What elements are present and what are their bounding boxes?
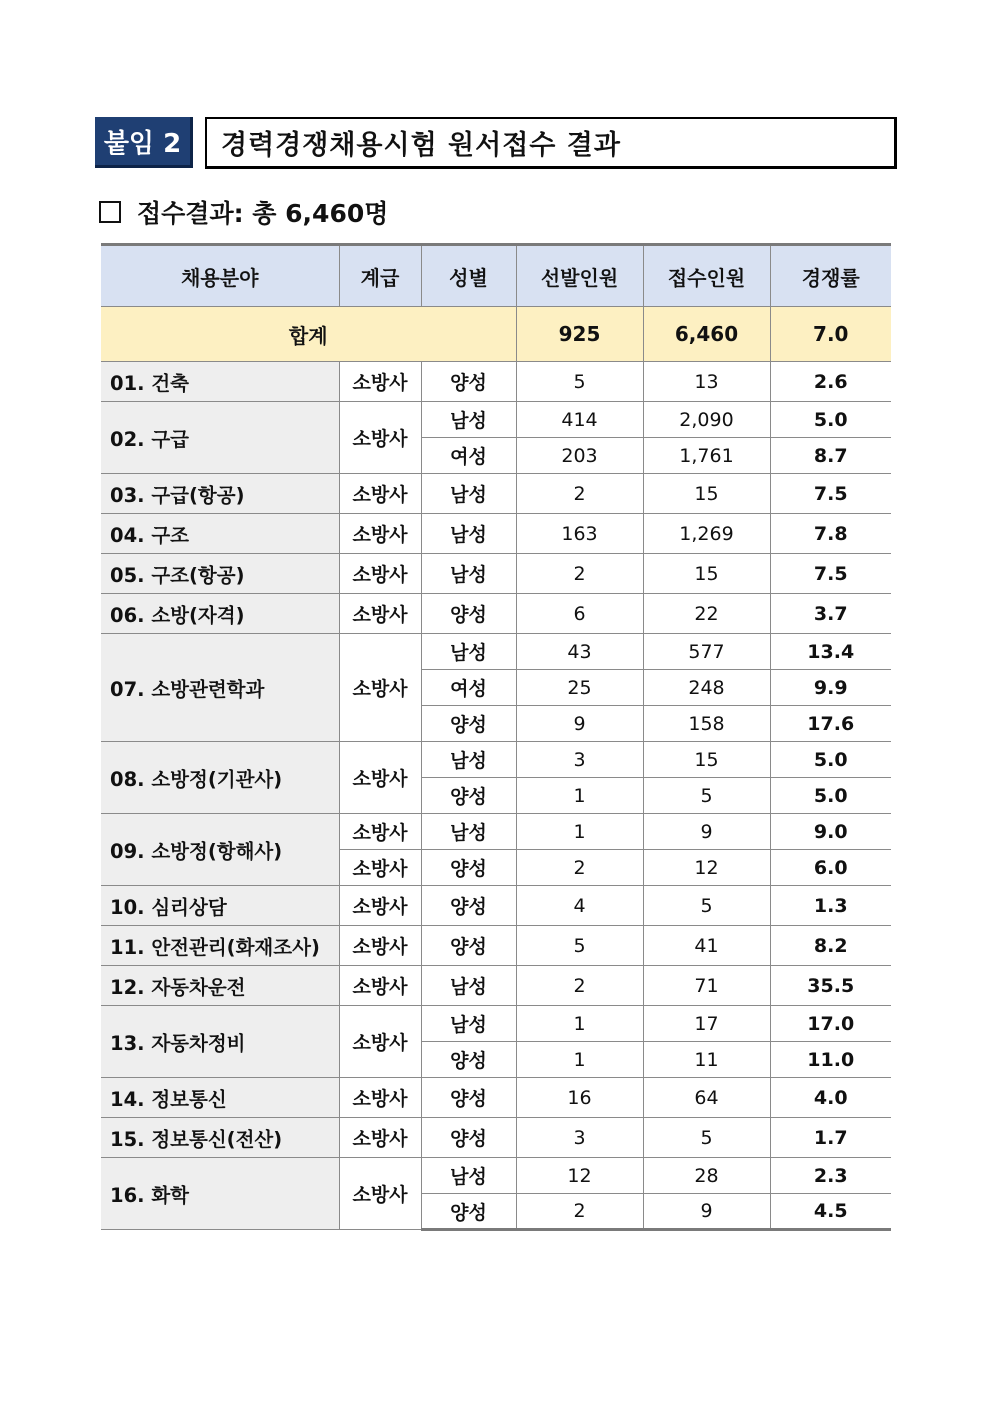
cell-applied: 9 <box>643 814 770 850</box>
table-row <box>101 926 891 966</box>
cell-gender: 양성 <box>421 1194 516 1230</box>
cell-field: 03. 구급(항공) <box>101 474 339 514</box>
table-row <box>101 634 891 670</box>
cell-selected: 163 <box>516 514 643 554</box>
cell-selected: 2 <box>516 1194 643 1230</box>
cell-gender: 여성 <box>421 670 516 706</box>
cell-field: 11. 안전관리(화재조사) <box>101 926 339 966</box>
cell-selected: 1 <box>516 1042 643 1078</box>
table-row <box>101 1118 891 1158</box>
cell-rate: 8.7 <box>770 438 891 474</box>
document-title: 경력경쟁채용시험 원서접수 결과 <box>205 117 897 169</box>
cell-selected: 1 <box>516 1006 643 1042</box>
table-row <box>101 514 891 554</box>
cell-gender: 양성 <box>421 362 516 402</box>
cell-applied: 2,090 <box>643 402 770 438</box>
cell-applied: 12 <box>643 850 770 886</box>
cell-field: 04. 구조 <box>101 514 339 554</box>
table-row <box>101 886 891 926</box>
cell-rate: 7.5 <box>770 554 891 594</box>
cell-gender: 남성 <box>421 474 516 514</box>
cell-applied: 41 <box>643 926 770 966</box>
cell-selected: 203 <box>516 438 643 474</box>
cell-applied: 15 <box>643 742 770 778</box>
cell-grade: 소방사 <box>339 850 421 886</box>
cell-gender: 양성 <box>421 926 516 966</box>
table-header-row <box>101 245 891 307</box>
cell-gender: 남성 <box>421 966 516 1006</box>
cell-selected: 5 <box>516 926 643 966</box>
cell-applied: 158 <box>643 706 770 742</box>
total-label: 합계 <box>101 307 516 362</box>
cell-gender: 양성 <box>421 706 516 742</box>
cell-selected: 3 <box>516 1118 643 1158</box>
cell-grade: 소방사 <box>339 554 421 594</box>
table-row <box>101 1006 891 1042</box>
cell-grade: 소방사 <box>339 742 421 814</box>
col-header-rate: 경쟁률 <box>770 245 891 307</box>
cell-field: 16. 화학 <box>101 1158 339 1230</box>
cell-rate: 2.6 <box>770 362 891 402</box>
total-rate: 7.0 <box>770 307 891 362</box>
table-row <box>101 362 891 402</box>
cell-selected: 2 <box>516 554 643 594</box>
cell-selected: 1 <box>516 814 643 850</box>
cell-rate: 5.0 <box>770 778 891 814</box>
table-row <box>101 474 891 514</box>
cell-selected: 25 <box>516 670 643 706</box>
cell-gender: 남성 <box>421 814 516 850</box>
checkbox-square-icon <box>99 201 121 223</box>
cell-field: 12. 자동차운전 <box>101 966 339 1006</box>
cell-rate: 5.0 <box>770 402 891 438</box>
total-row <box>101 307 891 362</box>
cell-applied: 13 <box>643 362 770 402</box>
cell-gender: 남성 <box>421 1006 516 1042</box>
cell-grade: 소방사 <box>339 886 421 926</box>
cell-rate: 17.6 <box>770 706 891 742</box>
cell-gender: 남성 <box>421 742 516 778</box>
col-header-field: 채용분야 <box>101 245 339 307</box>
cell-gender: 양성 <box>421 1118 516 1158</box>
col-header-gender: 성별 <box>421 245 516 307</box>
cell-rate: 9.9 <box>770 670 891 706</box>
cell-grade: 소방사 <box>339 514 421 554</box>
summary-text: 접수결과: 총 6,460명 <box>137 199 389 228</box>
cell-selected: 3 <box>516 742 643 778</box>
cell-selected: 2 <box>516 850 643 886</box>
cell-rate: 3.7 <box>770 594 891 634</box>
cell-rate: 9.0 <box>770 814 891 850</box>
cell-rate: 8.2 <box>770 926 891 966</box>
cell-applied: 5 <box>643 778 770 814</box>
cell-applied: 15 <box>643 554 770 594</box>
cell-applied: 71 <box>643 966 770 1006</box>
total-selected: 925 <box>516 307 643 362</box>
cell-field: 15. 정보통신(전산) <box>101 1118 339 1158</box>
cell-grade: 소방사 <box>339 1078 421 1118</box>
col-header-selected: 선발인원 <box>516 245 643 307</box>
cell-applied: 64 <box>643 1078 770 1118</box>
cell-grade: 소방사 <box>339 926 421 966</box>
cell-grade: 소방사 <box>339 1006 421 1078</box>
cell-rate: 1.3 <box>770 886 891 926</box>
cell-selected: 16 <box>516 1078 643 1118</box>
cell-field: 08. 소방정(기관사) <box>101 742 339 814</box>
cell-selected: 2 <box>516 474 643 514</box>
cell-applied: 22 <box>643 594 770 634</box>
cell-applied: 15 <box>643 474 770 514</box>
cell-selected: 4 <box>516 886 643 926</box>
total-applied: 6,460 <box>643 307 770 362</box>
cell-applied: 9 <box>643 1194 770 1230</box>
cell-grade: 소방사 <box>339 1118 421 1158</box>
attachment-badge: 붙임 2 <box>95 117 193 168</box>
cell-selected: 5 <box>516 362 643 402</box>
cell-gender: 남성 <box>421 634 516 670</box>
cell-field: 05. 구조(항공) <box>101 554 339 594</box>
cell-field: 02. 구급 <box>101 402 339 474</box>
cell-selected: 43 <box>516 634 643 670</box>
cell-rate: 35.5 <box>770 966 891 1006</box>
cell-applied: 577 <box>643 634 770 670</box>
cell-rate: 4.5 <box>770 1194 891 1230</box>
cell-rate: 2.3 <box>770 1158 891 1194</box>
cell-rate: 11.0 <box>770 1042 891 1078</box>
table-row <box>101 1158 891 1194</box>
cell-grade: 소방사 <box>339 402 421 474</box>
cell-applied: 1,761 <box>643 438 770 474</box>
cell-selected: 414 <box>516 402 643 438</box>
cell-gender: 양성 <box>421 594 516 634</box>
cell-rate: 6.0 <box>770 850 891 886</box>
summary-line <box>97 192 388 232</box>
col-header-applied: 접수인원 <box>643 245 770 307</box>
cell-rate: 4.0 <box>770 1078 891 1118</box>
cell-applied: 1,269 <box>643 514 770 554</box>
cell-gender: 남성 <box>421 1158 516 1194</box>
cell-rate: 7.8 <box>770 514 891 554</box>
cell-selected: 2 <box>516 966 643 1006</box>
cell-grade: 소방사 <box>339 1158 421 1230</box>
cell-rate: 17.0 <box>770 1006 891 1042</box>
table-row <box>101 742 891 778</box>
cell-grade: 소방사 <box>339 634 421 742</box>
cell-gender: 남성 <box>421 402 516 438</box>
cell-grade: 소방사 <box>339 594 421 634</box>
table-row <box>101 594 891 634</box>
cell-gender: 양성 <box>421 886 516 926</box>
cell-rate: 13.4 <box>770 634 891 670</box>
cell-gender: 양성 <box>421 778 516 814</box>
cell-applied: 5 <box>643 886 770 926</box>
cell-field: 01. 건축 <box>101 362 339 402</box>
cell-rate: 1.7 <box>770 1118 891 1158</box>
cell-field: 09. 소방정(항해사) <box>101 814 339 886</box>
cell-field: 14. 정보통신 <box>101 1078 339 1118</box>
cell-grade: 소방사 <box>339 814 421 850</box>
cell-field: 10. 심리상담 <box>101 886 339 926</box>
cell-selected: 9 <box>516 706 643 742</box>
cell-gender: 남성 <box>421 514 516 554</box>
cell-rate: 5.0 <box>770 742 891 778</box>
cell-selected: 6 <box>516 594 643 634</box>
cell-grade: 소방사 <box>339 966 421 1006</box>
cell-field: 07. 소방관련학과 <box>101 634 339 742</box>
table-row <box>101 402 891 438</box>
cell-applied: 28 <box>643 1158 770 1194</box>
cell-grade: 소방사 <box>339 362 421 402</box>
cell-gender: 양성 <box>421 1078 516 1118</box>
table-row <box>101 966 891 1006</box>
cell-applied: 5 <box>643 1118 770 1158</box>
cell-field: 13. 자동차정비 <box>101 1006 339 1078</box>
table-row <box>101 1078 891 1118</box>
col-header-grade: 계급 <box>339 245 421 307</box>
cell-selected: 1 <box>516 778 643 814</box>
cell-gender: 양성 <box>421 850 516 886</box>
table-row <box>101 554 891 594</box>
table-row <box>101 814 891 850</box>
cell-field: 06. 소방(자격) <box>101 594 339 634</box>
results-table <box>101 243 891 1231</box>
cell-applied: 11 <box>643 1042 770 1078</box>
cell-applied: 17 <box>643 1006 770 1042</box>
cell-rate: 7.5 <box>770 474 891 514</box>
cell-grade: 소방사 <box>339 474 421 514</box>
cell-applied: 248 <box>643 670 770 706</box>
cell-gender: 여성 <box>421 438 516 474</box>
cell-selected: 12 <box>516 1158 643 1194</box>
cell-gender: 남성 <box>421 554 516 594</box>
cell-gender: 양성 <box>421 1042 516 1078</box>
